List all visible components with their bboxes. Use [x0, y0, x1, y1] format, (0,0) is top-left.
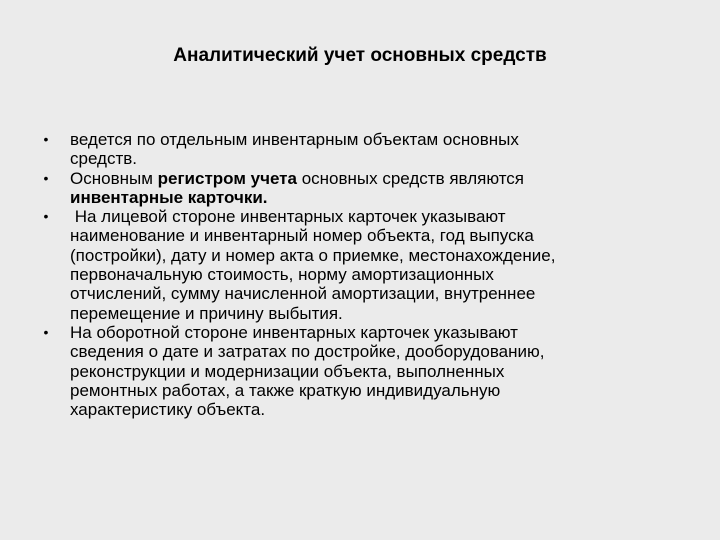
bullet-item-2: [44, 169, 664, 208]
bullet-2-prefix: Основным: [70, 168, 158, 188]
bullet-4-line-5: характеристику объекта.: [70, 400, 266, 420]
bullet-3-line-5: отчислений, сумму начисленной амортизации, внутреннее: [70, 284, 536, 304]
register-term: регистром учета: [157, 168, 297, 188]
bullet-item-4: [44, 323, 664, 419]
bullet-3-line-4: первоначальную стоимость, норму амортизационных: [70, 265, 494, 285]
bullet-item-1: [44, 130, 664, 169]
bullet-icon: •: [43, 323, 49, 340]
inventory-cards-term: инвентарные карточки.: [70, 187, 268, 207]
bullet-icon: •: [43, 131, 49, 147]
bullet-4-line-2: сведения о дате и затратах по достройке, дооборудованию,: [70, 342, 545, 362]
slide-title: Аналитический учет основных средств: [173, 45, 547, 66]
bullet-icon: •: [43, 208, 49, 225]
bullet-4-line-1: На оборотной стороне инвентарных карточек указывают: [70, 322, 518, 342]
bullet-3-line-1: На лицевой стороне инвентарных карточек указывают: [70, 207, 506, 227]
bullet-1-line-2: средств.: [70, 149, 137, 169]
bullet-1-line-1: ведется по отдельным инвентарным объектам основных: [70, 130, 519, 149]
bullet-icon: •: [43, 169, 49, 186]
bullet-4-line-4: ремонтных работах, а также краткую индивидуальную: [70, 380, 501, 400]
bullet-2-suffix: основных средств являются: [296, 168, 524, 188]
bullet-item-3: [44, 207, 664, 323]
bullet-3-line-3: (постройки), дату и номер акта о приемке, местонахождение,: [70, 245, 556, 265]
bullet-2-line-1: [70, 169, 664, 188]
bullet-3-line-2: наименование и инвентарный номер объекта, год выпуска: [70, 226, 534, 246]
bullet-3-line-6: перемещение и причину выбытия.: [70, 303, 343, 323]
bullet-4-line-3: реконструкции и модернизации объекта, выполненных: [70, 361, 505, 381]
bullet-list: [44, 130, 664, 419]
